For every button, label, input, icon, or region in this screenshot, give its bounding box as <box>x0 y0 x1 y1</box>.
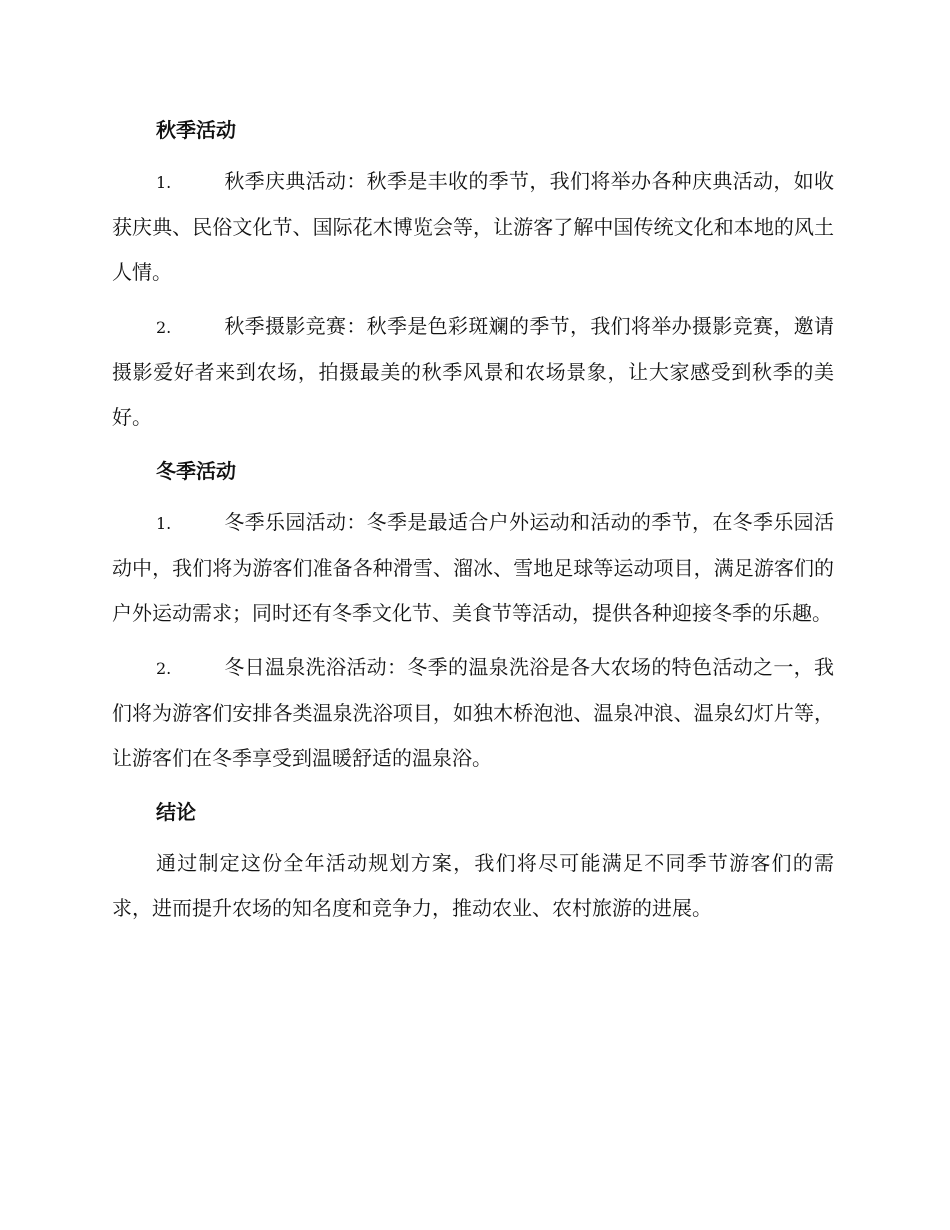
section-heading-conclusion: 结论 <box>156 800 196 824</box>
document-page <box>112 108 834 931</box>
list-number: 2. <box>156 318 172 337</box>
section-heading-autumn: 秋季活动 <box>156 118 236 142</box>
conclusion-paragraph: 通过制定这份全年活动规划方案，我们将尽可能满足不同季节游客们的需求，进而提升农场的知名度和竞争力，推动农业、农村旅游的进展。 <box>112 851 834 920</box>
list-item-text: 冬季乐园活动：冬季是最适合户外运动和活动的季节，在冬季乐园活动中，我们将为游客们准备各种滑雪、溜冰、雪地足球等运动项目，满足游客们的户外运动需求；同时还有冬季文化节、美食节等活动，提供各种迎接冬季的乐趣。 <box>112 510 834 625</box>
list-number: 1. <box>156 173 172 192</box>
list-item <box>112 304 834 440</box>
list-item-text: 秋季庆典活动：秋季是丰收的季节，我们将举办各种庆典活动，如收获庆典、民俗文化节、国际花木博览会等，让游客了解中国传统文化和本地的风土人情。 <box>112 169 834 284</box>
list-item-text: 冬日温泉洗浴活动：冬季的温泉洗浴是各大农场的特色活动之一，我们将为游客们安排各类温泉洗浴项目，如独木桥泡池、温泉冲浪、温泉幻灯片等，让游客们在冬季享受到温暖舒适的温泉浴。 <box>112 655 834 770</box>
list-item-text: 秋季摄影竞赛：秋季是色彩斑斓的季节，我们将举办摄影竞赛，邀请摄影爱好者来到农场，拍摄最美的秋季风景和农场景象，让大家感受到秋季的美好。 <box>112 314 834 429</box>
list-number: 1. <box>156 514 172 533</box>
list-item <box>112 500 834 636</box>
list-number: 2. <box>156 659 172 678</box>
section-heading-winter: 冬季活动 <box>156 459 236 483</box>
list-item <box>112 159 834 295</box>
list-item <box>112 645 834 781</box>
